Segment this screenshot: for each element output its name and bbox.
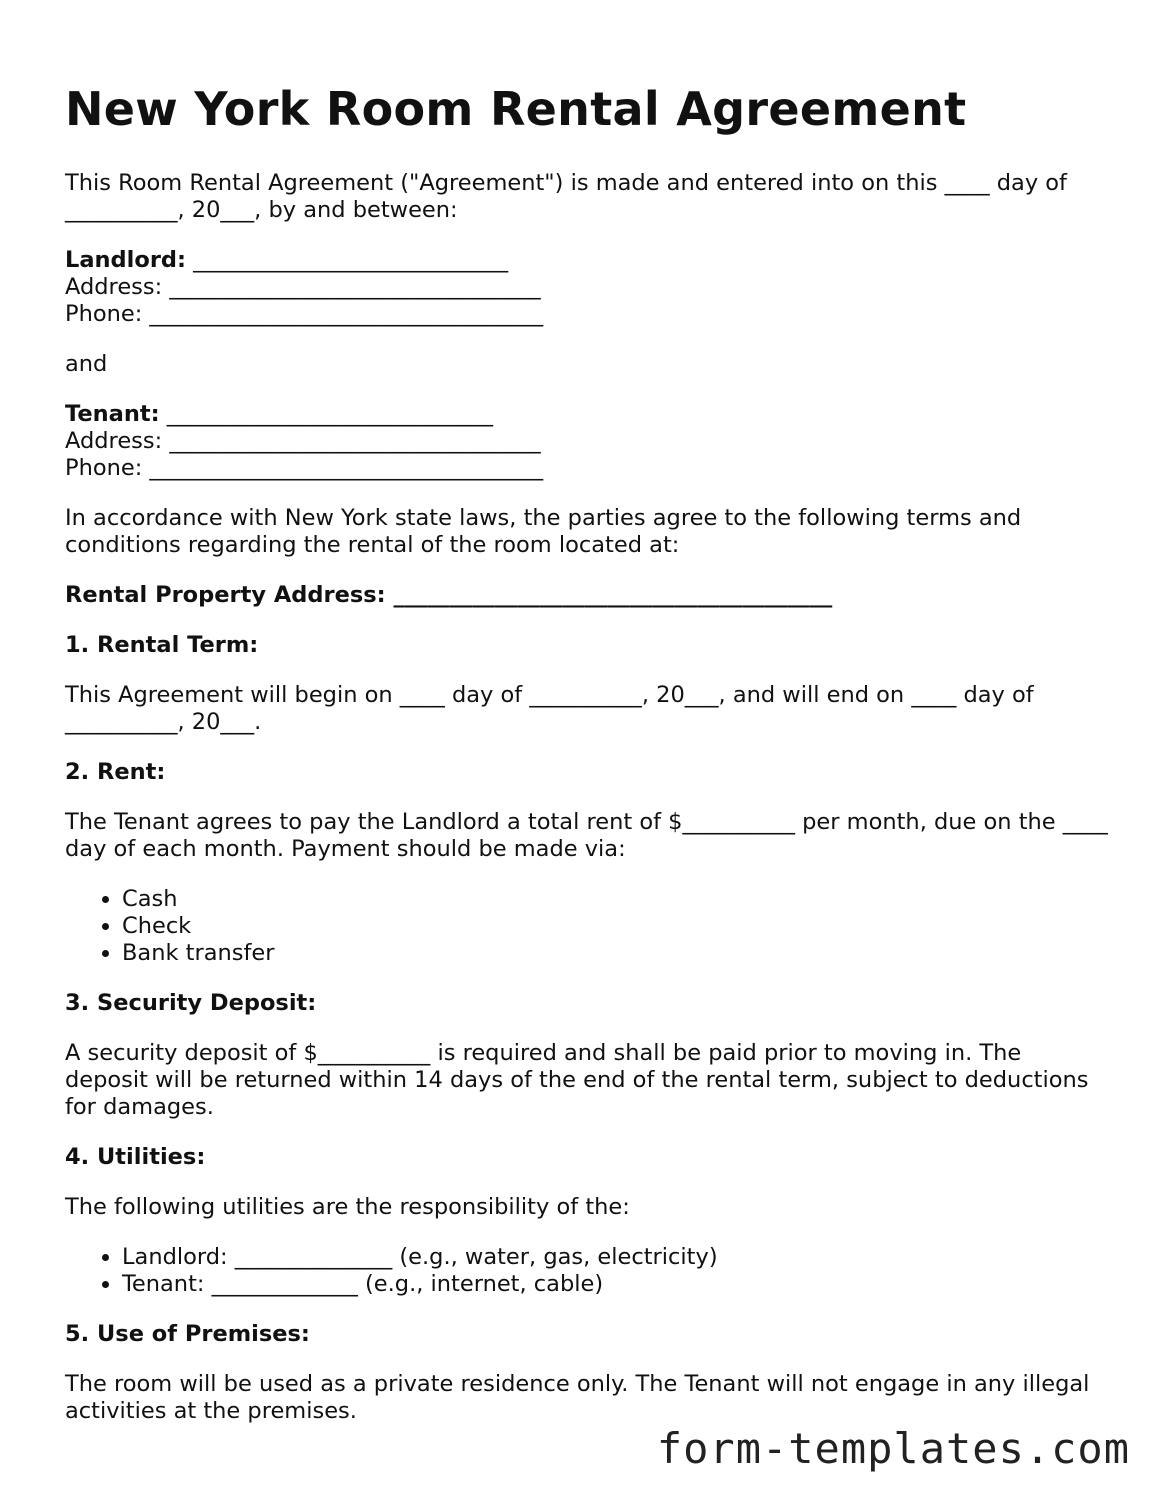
- property-address-label: Rental Property Address:: [65, 582, 386, 608]
- and-text: and: [65, 351, 108, 377]
- landlord-block: [65, 247, 1110, 328]
- payment-methods-list: [65, 886, 1110, 967]
- section-rent-text: The Tenant agrees to pay the Landlord a total rent of $__________ per month, due on the ____ day of each month. Payment should be made via:: [65, 809, 1108, 862]
- tenant-label: Tenant:: [65, 401, 160, 427]
- list-item: • Tenant: _____________ (e.g., internet, cable): [122, 1271, 1110, 1298]
- section-utilities-text: The following utilities are the responsibility of the:: [65, 1194, 630, 1220]
- landlord-line: [65, 247, 1110, 274]
- tenant-block: [65, 401, 1110, 482]
- intro-paragraph: This Room Rental Agreement ("Agreement") is made and entered into on this ____ day of __________, 20___, by and between:: [65, 170, 1067, 223]
- tenant-address: Address: _________________________________: [65, 428, 541, 454]
- property-address-line: [65, 582, 1110, 609]
- section-premises-heading: 5. Use of Premises:: [65, 1321, 310, 1347]
- property-address-blank: _______________________________________: [393, 582, 833, 608]
- landlord-name-blank: ____________________________: [193, 247, 509, 273]
- list-item: • Cash: [122, 886, 1110, 913]
- tenant-phone: Phone: ___________________________________: [65, 455, 544, 481]
- watermark: form-templates.com: [656, 1424, 1130, 1473]
- list-item: • Check: [122, 913, 1110, 940]
- document-page: [65, 80, 1110, 1448]
- section-premises-text: The room will be used as a private residence only. The Tenant will not engage in any illegal activities at the premises.: [65, 1371, 1090, 1424]
- tenant-line: [65, 401, 1110, 428]
- section-rental-term-text: This Agreement will begin on ____ day of __________, 20___, and will end on ____ day of __________, 20___.: [65, 682, 1034, 735]
- list-item: • Bank transfer: [122, 940, 1110, 967]
- utilities-list: [65, 1244, 1110, 1298]
- section-rent-heading: 2. Rent:: [65, 759, 166, 785]
- list-item: • Landlord: ______________ (e.g., water, gas, electricity): [122, 1244, 1110, 1271]
- section-rental-term-heading: 1. Rental Term:: [65, 632, 259, 658]
- landlord-phone: Phone: ___________________________________: [65, 301, 544, 327]
- tenant-name-blank: _____________________________: [166, 401, 493, 427]
- accordance-paragraph: In accordance with New York state laws, the parties agree to the following terms and conditions regarding the rental of the room located at:: [65, 505, 1022, 558]
- landlord-address: Address: _________________________________: [65, 274, 541, 300]
- section-utilities-heading: 4. Utilities:: [65, 1144, 206, 1170]
- section-deposit-text: A security deposit of $__________ is required and shall be paid prior to moving in. The deposit will be returned within 14 days of the end of the rental term, subject to deductions for damages.: [65, 1040, 1089, 1120]
- landlord-label: Landlord:: [65, 247, 187, 273]
- section-deposit-heading: 3. Security Deposit:: [65, 990, 317, 1016]
- document-title: New York Room Rental Agreement: [65, 82, 967, 136]
